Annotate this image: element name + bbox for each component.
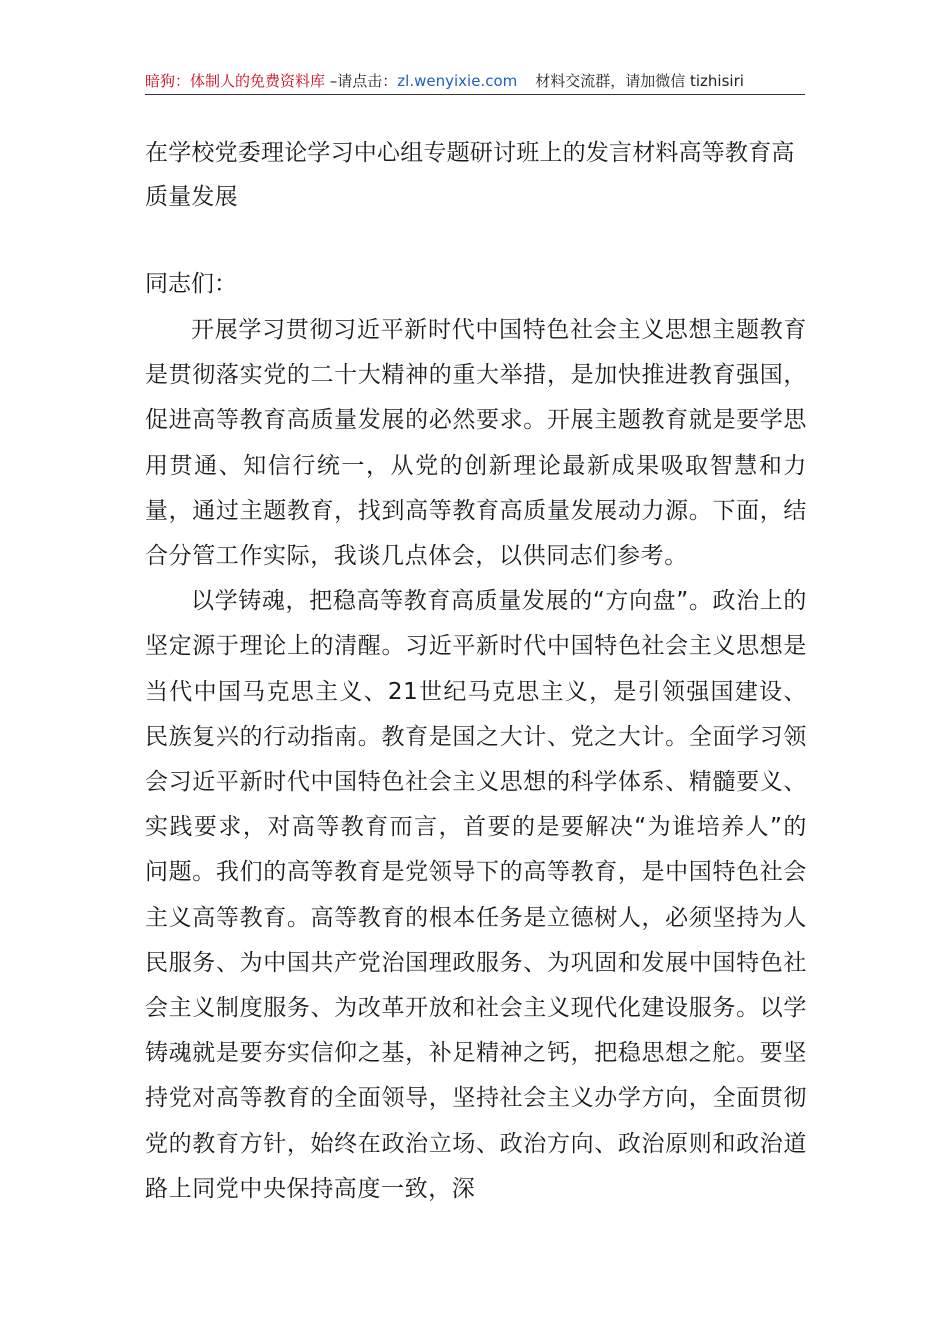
header-link[interactable]: zl.wenyixie.com — [397, 72, 518, 90]
header-group-note: 材料交流群，请加微信 tizhisiri — [535, 72, 744, 90]
document-body — [145, 308, 807, 1212]
paragraph: 开展学习贯彻习近平新时代中国特色社会主义思想主题教育是贯彻落实党的二十大精神的重大举措，是加快推进教育强国，促进高等教育高质量发展的必然要求。开展主题教育就是要学思用贯通、知信行统一，从党的创新理论最新成果吸取智慧和力量，通过主题教育，找到高等教育高质量发展动力源。下面，结合分管工作实际，我谈几点体会，以供同志们参考。 — [145, 317, 807, 570]
greeting: 同志们： — [145, 271, 237, 297]
paragraph: 以学铸魂，把稳高等教育高质量发展的“方向盘”。政治上的坚定源于理论上的清醒。习近平新时代中国特色社会主义思想是当代中国马克思主义、21世纪马克思主义，是引领强国建设、民族复兴的行动指南。教育是国之大计、党之大计。全面学习领会习近平新时代中国特色社会主义思想的科学体系、精髓要义、实践要求，对高等教育而言，首要的是要解决“为谁培养人”的问题。我们的高等教育是党领导下的高等教育，是中国特色社会主义高等教育。高等教育的根本任务是立德树人，必须坚持为人民服务、为中国共产党治国理政服务、为巩固和发展中国特色社会主义制度服务、为改革开放和社会主义现代化建设服务。以学铸魂就是要夯实信仰之基，补足精神之钙，把稳思想之舵。要坚持党对高等教育的全面领导，坚持社会主义办学方向，全面贯彻党的教育方针，始终在政治立场、政治方向、政治原则和政治道路上同党中央保持高度一致，深 — [145, 588, 807, 1202]
header-divider — [145, 94, 805, 95]
header-brand: 暗狗：体制人的免费资料库 — [145, 72, 326, 90]
header-prompt: –请点击： — [325, 72, 398, 90]
document-title: 在学校党委理论学习中心组专题研讨班上的发言材料高等教育高质量发展 — [145, 140, 795, 210]
page-header — [145, 68, 805, 94]
